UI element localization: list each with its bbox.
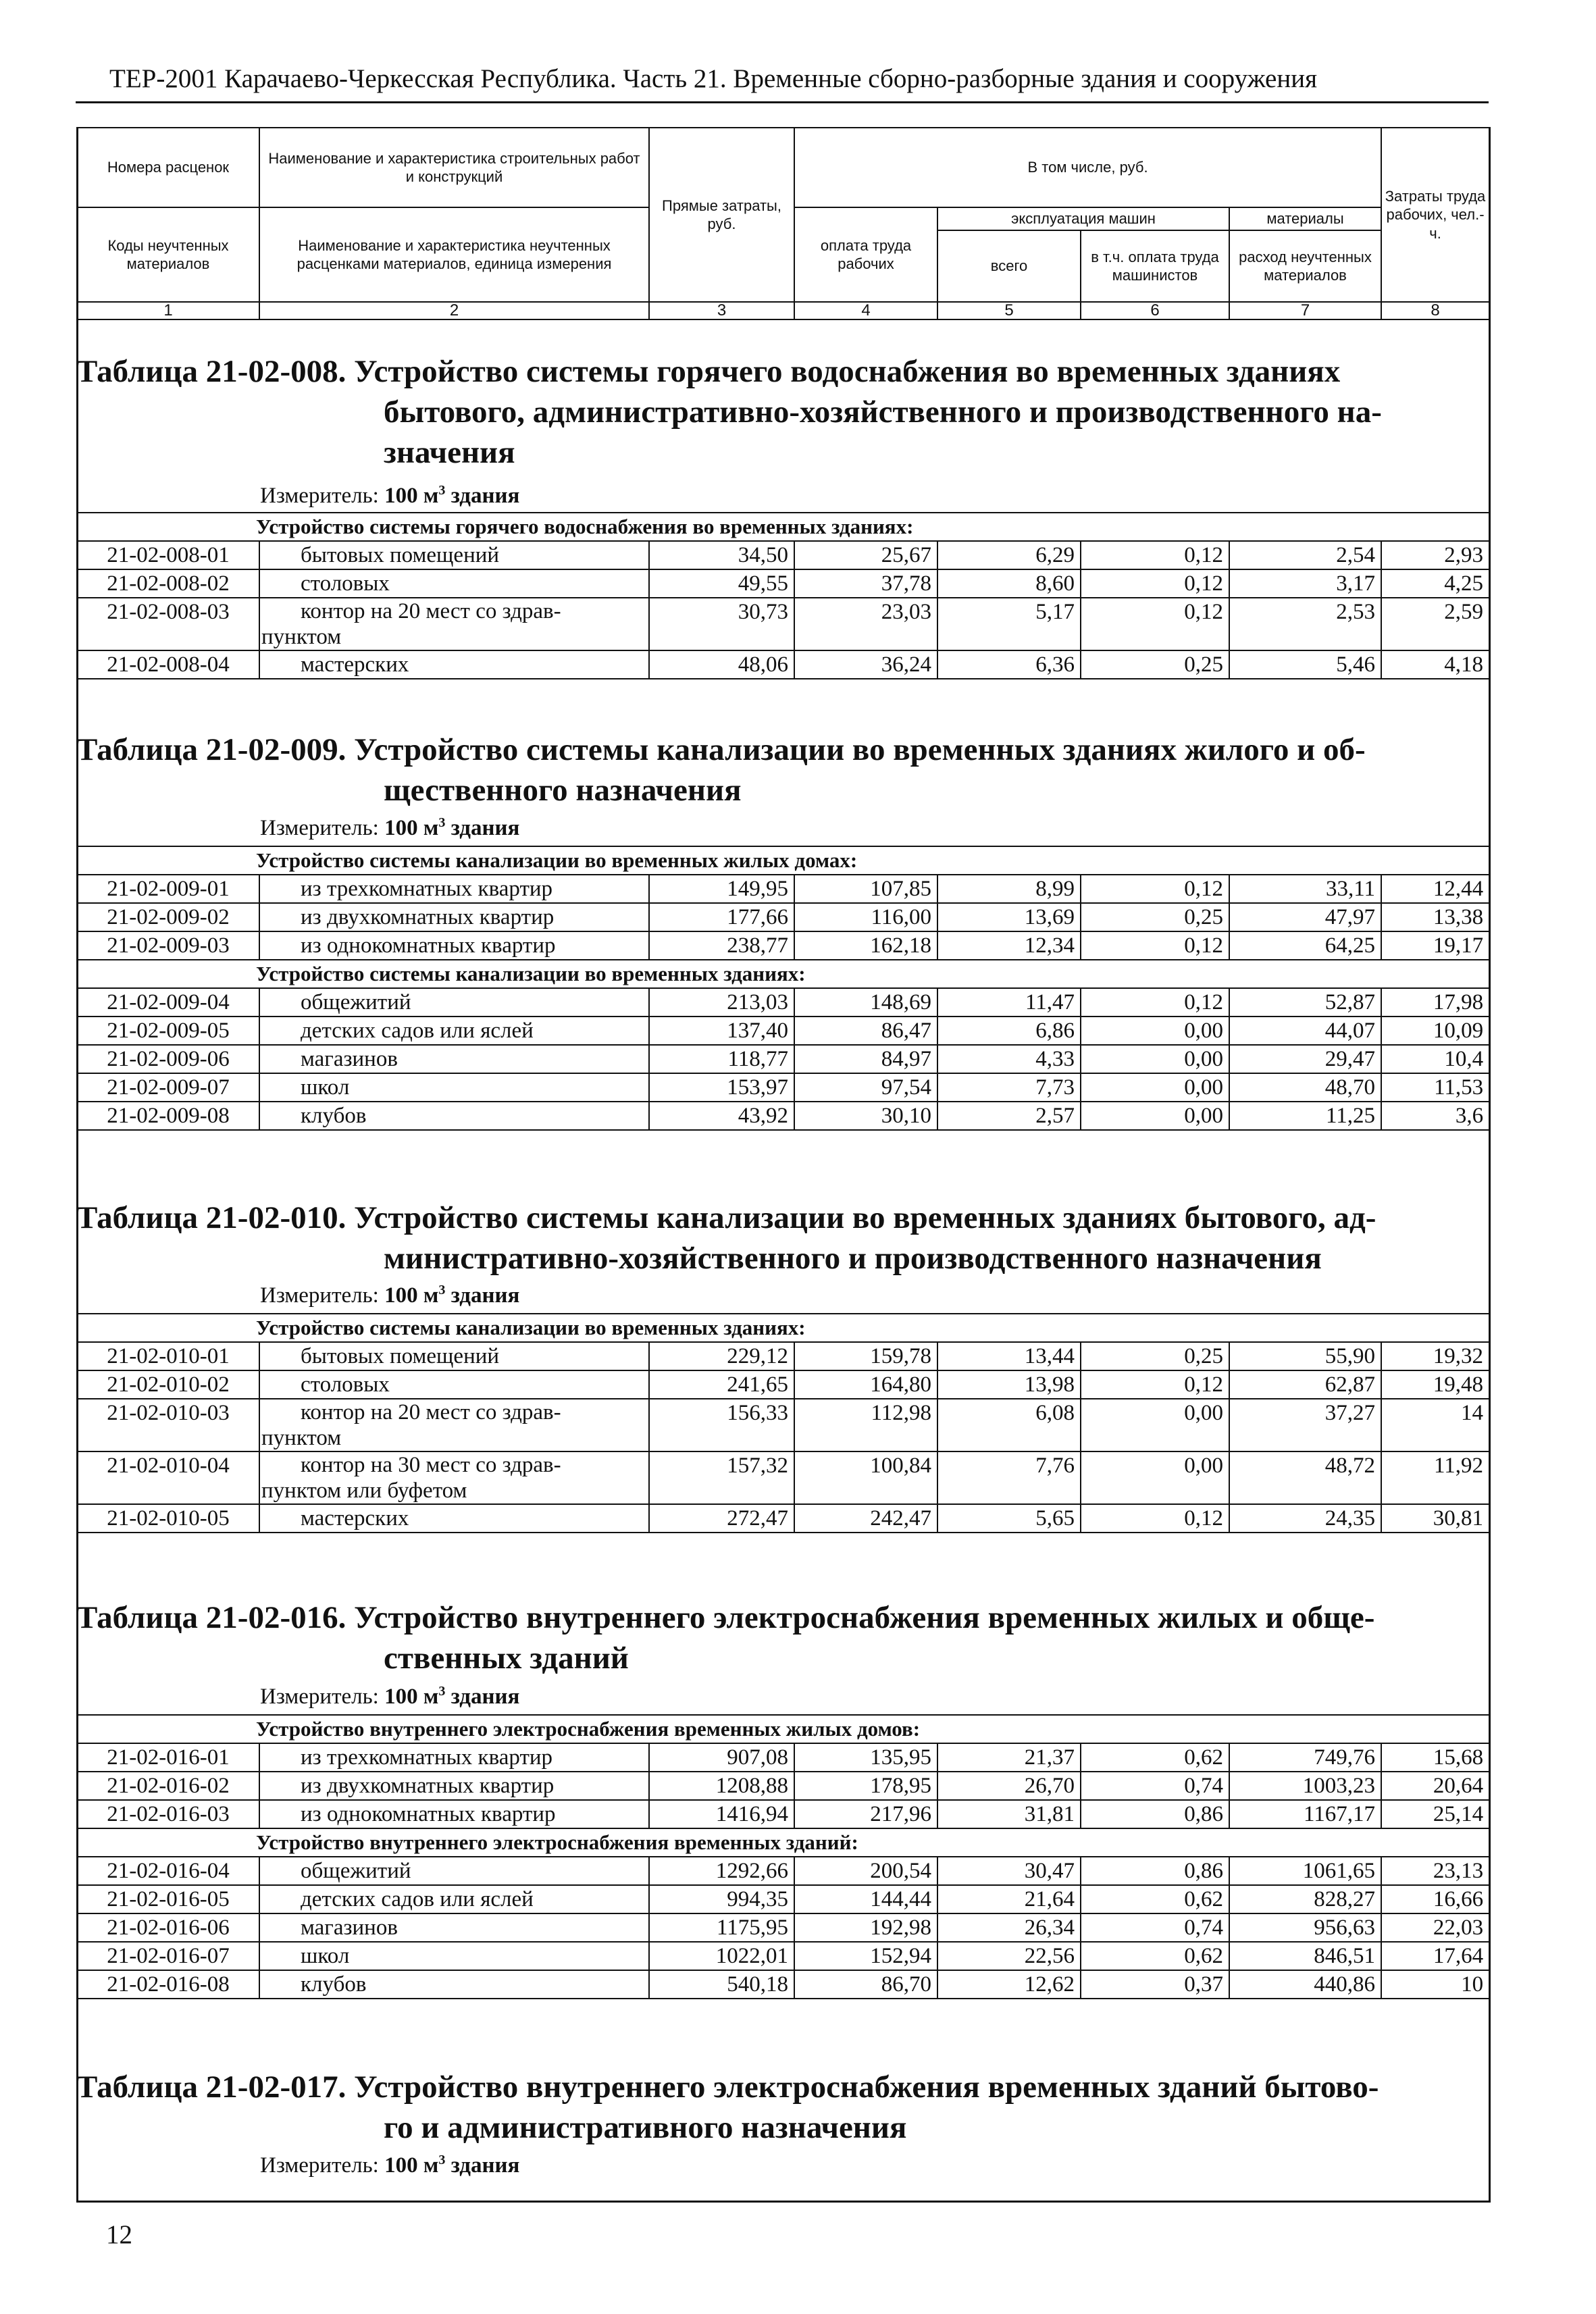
rate-code: 21-02-016-08: [77, 1970, 259, 1999]
rate-code: 21-02-010-05: [77, 1504, 259, 1533]
rate-name: детских садов или яслей: [259, 1017, 649, 1045]
rates-table: [76, 512, 1490, 679]
direct-cost: 213,03: [649, 988, 794, 1017]
rate-name-cont: пунктом или буфетом: [261, 1479, 467, 1503]
table-title-line: Таблица 21-02-016. Устройство внутреннего электроснабжения временных жилых и обще-: [76, 1600, 1375, 1635]
rate-name-line: контор на 20 мест со здрав-: [301, 1400, 561, 1424]
header-col7: расход неучтенных материалов: [1229, 230, 1381, 302]
header-num: 3: [649, 302, 794, 319]
materials-cost: 52,87: [1229, 988, 1381, 1017]
labor-hours: 10: [1381, 1970, 1489, 1999]
rate-code: 21-02-010-03: [77, 1399, 259, 1451]
rate-name: из двухкомнатных квартир: [259, 903, 649, 931]
rate-code: 21-02-008-03: [77, 598, 259, 650]
rate-name: магазинов: [259, 1045, 649, 1073]
materials-cost: 29,47: [1229, 1045, 1381, 1073]
direct-cost: 907,08: [649, 1743, 794, 1772]
table-row: [77, 1073, 1489, 1102]
table-row: [77, 1017, 1489, 1045]
machinists-pay: 0,12: [1081, 1504, 1229, 1533]
measure-line: [260, 484, 519, 509]
machinists-pay: 0,12: [1081, 875, 1229, 903]
machinists-pay: 0,12: [1081, 569, 1229, 598]
machinists-pay: 0,00: [1081, 1102, 1229, 1130]
rate-name: клубов: [259, 1102, 649, 1130]
table-row: [77, 541, 1489, 569]
table-row: [77, 1504, 1489, 1533]
rate-code: 21-02-016-05: [77, 1885, 259, 1913]
machines-total: 6,08: [937, 1399, 1081, 1451]
labor-hours: 12,44: [1381, 875, 1489, 903]
materials-cost: 62,87: [1229, 1370, 1381, 1399]
materials-cost: 33,11: [1229, 875, 1381, 903]
labor-hours: 2,93: [1381, 541, 1489, 569]
labor-hours: 4,25: [1381, 569, 1489, 598]
header-machines: эксплуатация машин: [937, 207, 1229, 230]
direct-cost: 1416,94: [649, 1800, 794, 1828]
machinists-pay: 0,62: [1081, 1942, 1229, 1970]
table-row: [77, 1743, 1489, 1772]
labor-hours: 19,32: [1381, 1342, 1489, 1370]
materials-cost: 44,07: [1229, 1017, 1381, 1045]
machinists-pay: 0,74: [1081, 1913, 1229, 1942]
table-title: [76, 351, 1382, 473]
direct-cost: 48,06: [649, 650, 794, 679]
header-col4: оплата труда рабочих: [794, 207, 937, 302]
labor-pay: 30,10: [794, 1102, 937, 1130]
machinists-pay: 0,62: [1081, 1743, 1229, 1772]
table-row: [77, 903, 1489, 931]
labor-pay: 97,54: [794, 1073, 937, 1102]
measure-line: [260, 1685, 519, 1709]
direct-cost: 540,18: [649, 1970, 794, 1999]
machinists-pay: 0,00: [1081, 1045, 1229, 1073]
table-title-line: Таблица 21-02-010. Устройство системы канализации во временных зданиях бытового, ад-: [76, 1200, 1376, 1235]
table-row: [77, 1913, 1489, 1942]
measure-label: Измеритель:: [260, 1283, 379, 1308]
materials-cost: 48,72: [1229, 1451, 1381, 1504]
rate-name: бытовых помещений: [259, 1342, 649, 1370]
table-row: [77, 1399, 1489, 1451]
materials-cost: 48,70: [1229, 1073, 1381, 1102]
rate-code: 21-02-008-02: [77, 569, 259, 598]
column-header-table: [76, 127, 1490, 320]
rate-code: 21-02-010-01: [77, 1342, 259, 1370]
rate-name: школ: [259, 1073, 649, 1102]
rates-table: [76, 1714, 1490, 1999]
table-title-line: значения: [384, 435, 515, 470]
materials-cost: 37,27: [1229, 1399, 1381, 1451]
labor-pay: 23,03: [794, 598, 937, 650]
labor-hours: 17,98: [1381, 988, 1489, 1017]
machines-total: 13,69: [937, 903, 1081, 931]
rate-name: [259, 1451, 649, 1504]
direct-cost: 118,77: [649, 1045, 794, 1073]
labor-pay: 107,85: [794, 875, 937, 903]
section-subheader: Устройство системы канализации во временных зданиях:: [77, 960, 1489, 988]
table-title-line: ственных зданий: [384, 1641, 629, 1676]
measure-unit: 100 $м^3$ здания: [384, 1684, 520, 1709]
labor-hours: 19,17: [1381, 931, 1489, 960]
measure-label: Измеритель:: [260, 816, 379, 840]
section-subheader: Устройство системы канализации во временных жилых домах:: [77, 846, 1489, 875]
table-row: [77, 569, 1489, 598]
table-row: [77, 598, 1489, 650]
machines-total: 12,62: [937, 1970, 1081, 1999]
machinists-pay: 0,00: [1081, 1017, 1229, 1045]
machinists-pay: 0,86: [1081, 1800, 1229, 1828]
machines-total: 30,47: [937, 1857, 1081, 1885]
measure-unit: 100 $м^3$ здания: [384, 2153, 520, 2178]
machinists-pay: 0,12: [1081, 1370, 1229, 1399]
header-num: 6: [1081, 302, 1229, 319]
table-title-line: Таблица 21-02-008. Устройство системы горячего водоснабжения во временных зданиях: [76, 354, 1341, 389]
measure-line: [260, 816, 519, 841]
table-row: [77, 875, 1489, 903]
machines-total: 5,17: [937, 598, 1081, 650]
direct-cost: 1292,66: [649, 1857, 794, 1885]
machines-total: 8,60: [937, 569, 1081, 598]
table-title-line: бытового, административно-хозяйственного и производственного на-: [384, 394, 1382, 430]
rate-code: 21-02-009-01: [77, 875, 259, 903]
machines-total: 6,36: [937, 650, 1081, 679]
labor-hours: 23,13: [1381, 1857, 1489, 1885]
rates-table: [76, 846, 1490, 1131]
materials-cost: 5,46: [1229, 650, 1381, 679]
materials-cost: 3,17: [1229, 569, 1381, 598]
direct-cost: 30,73: [649, 598, 794, 650]
header-col2-bottom: Наименование и характеристика неучтенных расценками материалов, единица измерения: [259, 207, 649, 302]
machines-total: 7,73: [937, 1073, 1081, 1102]
machinists-pay: 0,25: [1081, 650, 1229, 679]
rate-code: 21-02-008-01: [77, 541, 259, 569]
labor-hours: 15,68: [1381, 1743, 1489, 1772]
direct-cost: 1175,95: [649, 1913, 794, 1942]
rate-code: 21-02-009-06: [77, 1045, 259, 1073]
labor-pay: 159,78: [794, 1342, 937, 1370]
machinists-pay: 0,12: [1081, 598, 1229, 650]
labor-pay: 200,54: [794, 1857, 937, 1885]
rate-name: столовых: [259, 1370, 649, 1399]
direct-cost: 272,47: [649, 1504, 794, 1533]
header-col2-top: Наименование и характеристика строительных работ и конструкций: [259, 128, 649, 207]
labor-hours: 11,53: [1381, 1073, 1489, 1102]
header-num: 5: [937, 302, 1081, 319]
labor-pay: 144,44: [794, 1885, 937, 1913]
machinists-pay: 0,86: [1081, 1857, 1229, 1885]
table-title: [76, 1597, 1374, 1678]
labor-pay: 36,24: [794, 650, 937, 679]
materials-cost: 24,35: [1229, 1504, 1381, 1533]
header-num: 4: [794, 302, 937, 319]
measure-unit: 100 $м^3$ здания: [384, 483, 520, 508]
table-title-line: щественного назначения: [384, 773, 742, 808]
labor-pay: 162,18: [794, 931, 937, 960]
labor-pay: 116,00: [794, 903, 937, 931]
direct-cost: 34,50: [649, 541, 794, 569]
measure-line: [260, 1283, 519, 1308]
machinists-pay: 0,62: [1081, 1885, 1229, 1913]
table-title-line: Таблица 21-02-009. Устройство системы канализации во временных зданиях жилого и об-: [76, 732, 1366, 767]
machines-total: 8,99: [937, 875, 1081, 903]
table-row: [77, 988, 1489, 1017]
machinists-pay: 0,12: [1081, 988, 1229, 1017]
direct-cost: 153,97: [649, 1073, 794, 1102]
rate-name: общежитий: [259, 988, 649, 1017]
rate-name: клубов: [259, 1970, 649, 1999]
rate-name: столовых: [259, 569, 649, 598]
header-num: 8: [1381, 302, 1489, 319]
direct-cost: 994,35: [649, 1885, 794, 1913]
direct-cost: 1022,01: [649, 1942, 794, 1970]
table-row: [77, 650, 1489, 679]
table-row: [77, 931, 1489, 960]
measure-label: Измеритель:: [260, 1685, 379, 1709]
machines-total: 4,33: [937, 1045, 1081, 1073]
rate-name: [259, 598, 649, 650]
table-row: [77, 1370, 1489, 1399]
materials-cost: 11,25: [1229, 1102, 1381, 1130]
rate-name: бытовых помещений: [259, 541, 649, 569]
machinists-pay: 0,25: [1081, 1342, 1229, 1370]
table-row: [77, 1772, 1489, 1800]
rate-name: из трехкомнатных квартир: [259, 1743, 649, 1772]
materials-cost: 64,25: [1229, 931, 1381, 960]
table-title: [76, 2067, 1379, 2148]
rate-name: детских садов или яслей: [259, 1885, 649, 1913]
labor-pay: 135,95: [794, 1743, 937, 1772]
rate-code: 21-02-016-07: [77, 1942, 259, 1970]
labor-hours: 3,6: [1381, 1102, 1489, 1130]
page-header-title: ТЕР-2001 Карачаево-Черкесская Республика. Часть 21. Временные сборно-разборные здания и сооружения: [109, 64, 1318, 93]
machines-total: 5,65: [937, 1504, 1081, 1533]
header-col1-bottom: Коды неучтенных материалов: [77, 207, 259, 302]
machines-total: 21,37: [937, 1743, 1081, 1772]
rates-table: [76, 1313, 1490, 1533]
section-subheader: Устройство системы канализации во временных зданиях:: [77, 1314, 1489, 1342]
rate-code: 21-02-009-04: [77, 988, 259, 1017]
direct-cost: 241,65: [649, 1370, 794, 1399]
materials-cost: 846,51: [1229, 1942, 1381, 1970]
rate-name-cont: пунктом: [261, 625, 342, 649]
measure-line: [260, 2153, 519, 2178]
header-col5: всего: [937, 230, 1081, 302]
machinists-pay: 0,00: [1081, 1399, 1229, 1451]
rate-name: из однокомнатных квартир: [259, 931, 649, 960]
section-subheader: Устройство внутреннего электроснабжения временных зданий:: [77, 1828, 1489, 1857]
rate-code: 21-02-009-07: [77, 1073, 259, 1102]
rate-code: 21-02-016-03: [77, 1800, 259, 1828]
header-group: В том числе, руб.: [794, 128, 1381, 207]
direct-cost: 137,40: [649, 1017, 794, 1045]
header-col3: Прямые затраты, руб.: [649, 128, 794, 302]
machines-total: 6,86: [937, 1017, 1081, 1045]
materials-cost: 1003,23: [1229, 1772, 1381, 1800]
machinists-pay: 0,12: [1081, 931, 1229, 960]
labor-pay: 242,47: [794, 1504, 937, 1533]
rate-code: 21-02-010-02: [77, 1370, 259, 1399]
table-row: [77, 1970, 1489, 1999]
rate-code: 21-02-016-02: [77, 1772, 259, 1800]
materials-cost: 828,27: [1229, 1885, 1381, 1913]
rate-code: 21-02-008-04: [77, 650, 259, 679]
labor-pay: 164,80: [794, 1370, 937, 1399]
machines-total: 6,29: [937, 541, 1081, 569]
machinists-pay: 0,12: [1081, 541, 1229, 569]
page-number: 12: [106, 2220, 132, 2249]
machines-total: 26,34: [937, 1913, 1081, 1942]
rate-name-cont: пунктом: [261, 1426, 342, 1450]
labor-pay: 86,70: [794, 1970, 937, 1999]
rate-name-line: контор на 20 мест со здрав-: [301, 599, 561, 623]
rate-code: 21-02-009-08: [77, 1102, 259, 1130]
labor-pay: 37,78: [794, 569, 937, 598]
machines-total: 2,57: [937, 1102, 1081, 1130]
materials-cost: 956,63: [1229, 1913, 1381, 1942]
materials-cost: 1167,17: [1229, 1800, 1381, 1828]
header-num: 2: [259, 302, 649, 319]
labor-hours: 14: [1381, 1399, 1489, 1451]
table-row: [77, 1885, 1489, 1913]
direct-cost: 238,77: [649, 931, 794, 960]
machines-total: 26,70: [937, 1772, 1081, 1800]
measure-unit: 100 $м^3$ здания: [384, 815, 520, 840]
materials-cost: 440,86: [1229, 1970, 1381, 1999]
direct-cost: 149,95: [649, 875, 794, 903]
machines-total: 31,81: [937, 1800, 1081, 1828]
section-subheader: Устройство системы горячего водоснабжения во временных зданиях:: [77, 513, 1489, 541]
labor-pay: 112,98: [794, 1399, 937, 1451]
rate-name: из трехкомнатных квартир: [259, 875, 649, 903]
labor-hours: 25,14: [1381, 1800, 1489, 1828]
direct-cost: 1208,88: [649, 1772, 794, 1800]
machines-total: 13,44: [937, 1342, 1081, 1370]
measure-unit: 100 $м^3$ здания: [384, 1283, 520, 1308]
header-col1-top: Номера расценок: [77, 128, 259, 207]
rate-name-line: контор на 30 мест со здрав-: [301, 1453, 561, 1477]
direct-cost: 157,32: [649, 1451, 794, 1504]
labor-hours: 10,09: [1381, 1017, 1489, 1045]
rate-name: из однокомнатных квартир: [259, 1800, 649, 1828]
table-title-line: го и административного назначения: [384, 2110, 907, 2145]
rate-name: общежитий: [259, 1857, 649, 1885]
labor-pay: 86,47: [794, 1017, 937, 1045]
labor-hours: 17,64: [1381, 1942, 1489, 1970]
header-num: 7: [1229, 302, 1381, 319]
rate-code: 21-02-009-02: [77, 903, 259, 931]
machines-total: 7,76: [937, 1451, 1081, 1504]
table-row: [77, 1451, 1489, 1504]
table-row: [77, 1342, 1489, 1370]
rate-name: школ: [259, 1942, 649, 1970]
labor-pay: 84,97: [794, 1045, 937, 1073]
labor-hours: 20,64: [1381, 1772, 1489, 1800]
direct-cost: 177,66: [649, 903, 794, 931]
machinists-pay: 0,74: [1081, 1772, 1229, 1800]
header-materials: материалы: [1229, 207, 1381, 230]
rate-code: 21-02-016-06: [77, 1913, 259, 1942]
materials-cost: 55,90: [1229, 1342, 1381, 1370]
machines-total: 21,64: [937, 1885, 1081, 1913]
table-row: [77, 1857, 1489, 1885]
measure-label: Измеритель:: [260, 484, 379, 508]
labor-pay: 25,67: [794, 541, 937, 569]
table-row: [77, 1045, 1489, 1073]
labor-pay: 217,96: [794, 1800, 937, 1828]
table-row: [77, 1800, 1489, 1828]
header-num: 1: [77, 302, 259, 319]
direct-cost: 229,12: [649, 1342, 794, 1370]
header-col8: Затраты труда рабочих, чел.-ч.: [1381, 128, 1489, 302]
table-row: [77, 1102, 1489, 1130]
labor-hours: 22,03: [1381, 1913, 1489, 1942]
machinists-pay: 0,00: [1081, 1451, 1229, 1504]
rate-code: 21-02-010-04: [77, 1451, 259, 1504]
table-title-line: Таблица 21-02-017. Устройство внутреннего электроснабжения временных зданий бытово-: [76, 2069, 1379, 2105]
rate-name: [259, 1399, 649, 1451]
table-title: [76, 729, 1366, 811]
labor-pay: 152,94: [794, 1942, 937, 1970]
labor-hours: 13,38: [1381, 903, 1489, 931]
machinists-pay: 0,00: [1081, 1073, 1229, 1102]
rate-code: 21-02-009-05: [77, 1017, 259, 1045]
labor-hours: 2,59: [1381, 598, 1489, 650]
rate-name: магазинов: [259, 1913, 649, 1942]
labor-pay: 192,98: [794, 1913, 937, 1942]
materials-cost: 749,76: [1229, 1743, 1381, 1772]
measure-label: Измеритель:: [260, 2153, 379, 2178]
machines-total: 13,98: [937, 1370, 1081, 1399]
labor-hours: 11,92: [1381, 1451, 1489, 1504]
labor-pay: 178,95: [794, 1772, 937, 1800]
direct-cost: 43,92: [649, 1102, 794, 1130]
labor-hours: 30,81: [1381, 1504, 1489, 1533]
table-row: [77, 1942, 1489, 1970]
labor-hours: 10,4: [1381, 1045, 1489, 1073]
machines-total: 11,47: [937, 988, 1081, 1017]
materials-cost: 1061,65: [1229, 1857, 1381, 1885]
direct-cost: 156,33: [649, 1399, 794, 1451]
materials-cost: 2,54: [1229, 541, 1381, 569]
direct-cost: 49,55: [649, 569, 794, 598]
labor-pay: 148,69: [794, 988, 937, 1017]
machines-total: 22,56: [937, 1942, 1081, 1970]
rate-name: мастерских: [259, 1504, 649, 1533]
labor-hours: 19,48: [1381, 1370, 1489, 1399]
rate-name: из двухкомнатных квартир: [259, 1772, 649, 1800]
labor-hours: 16,66: [1381, 1885, 1489, 1913]
table-title-line: министративно-хозяйственного и производственного назначения: [384, 1241, 1322, 1276]
rate-code: 21-02-016-01: [77, 1743, 259, 1772]
header-col6: в т.ч. оплата труда машинистов: [1081, 230, 1229, 302]
labor-hours: 4,18: [1381, 650, 1489, 679]
machinists-pay: 0,25: [1081, 903, 1229, 931]
machines-total: 12,34: [937, 931, 1081, 960]
machinists-pay: 0,37: [1081, 1970, 1229, 1999]
rate-code: 21-02-009-03: [77, 931, 259, 960]
labor-pay: 100,84: [794, 1451, 937, 1504]
section-subheader: Устройство внутреннего электроснабжения временных жилых домов:: [77, 1715, 1489, 1743]
rate-code: 21-02-016-04: [77, 1857, 259, 1885]
rate-name: мастерских: [259, 650, 649, 679]
materials-cost: 2,53: [1229, 598, 1381, 650]
table-title: [76, 1198, 1376, 1279]
header-rule: [76, 101, 1489, 103]
materials-cost: 47,97: [1229, 903, 1381, 931]
